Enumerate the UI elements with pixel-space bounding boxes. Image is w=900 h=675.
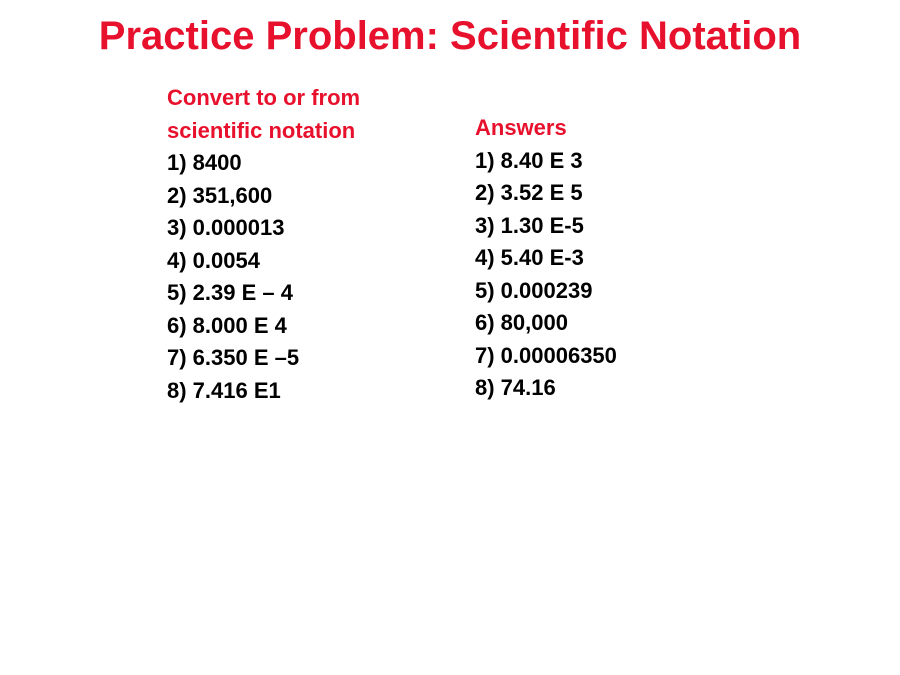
problems-heading-line-2: scientific notation [167, 117, 356, 143]
problems-column [167, 82, 457, 407]
answer-item-3: 3) 1.30 E-5 [475, 212, 584, 238]
slide-title: Practice Problem: Scientific Notation [98, 14, 802, 58]
problem-item-8: 8) 7.416 E1 [167, 377, 281, 403]
problems-heading-line-1: Convert to or from [167, 85, 361, 110]
answer-item-6: 6) 80,000 [475, 310, 568, 335]
problem-item-7: 7) 6.350 E –5 [167, 345, 300, 370]
answer-item-2: 2) 3.52 E 5 [475, 180, 583, 205]
problem-item-3: 3) 0.000013 [167, 215, 285, 240]
problem-item-2: 2) 351,600 [167, 182, 273, 208]
answer-item-8: 8) 74.16 [475, 375, 556, 400]
answers-column [475, 112, 775, 405]
problem-item-1: 1) 8400 [167, 150, 242, 175]
answer-item-7: 7) 0.00006350 [475, 342, 617, 368]
answer-item-4: 4) 5.40 E-3 [475, 245, 584, 270]
problem-item-6: 6) 8.000 E 4 [167, 312, 287, 338]
answer-item-1: 1) 8.40 E 3 [475, 147, 583, 173]
problem-item-4: 4) 0.0054 [167, 247, 260, 273]
answers-heading: Answers [475, 115, 567, 140]
problem-item-5: 5) 2.39 E – 4 [167, 280, 293, 305]
answer-item-5: 5) 0.000239 [475, 277, 593, 303]
